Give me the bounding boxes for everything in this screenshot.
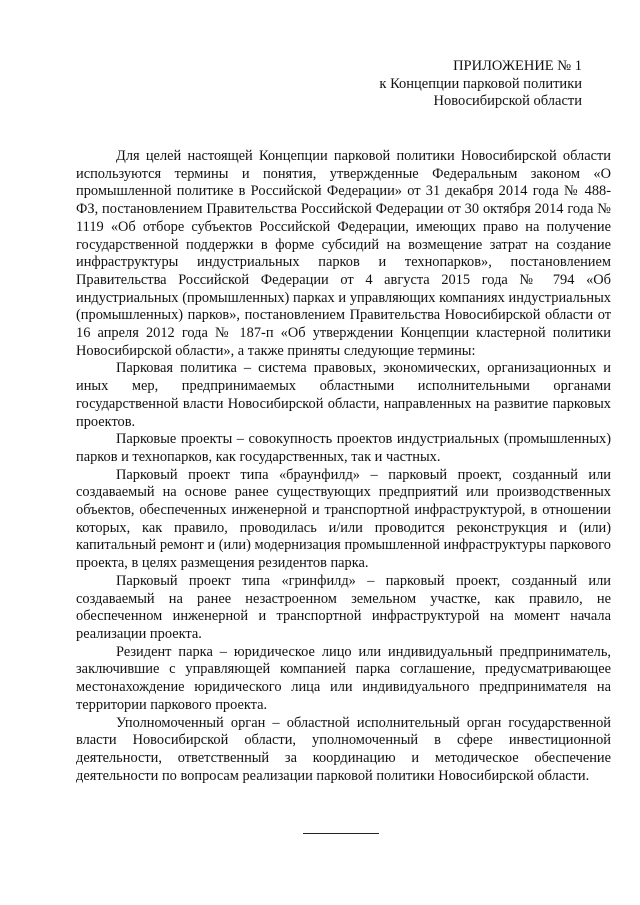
paragraph-authorized-body: Уполномоченный орган – областной исполнительный орган государственной власти Новосибирской области, уполномоченный в сфере инвестиционной деятельности, ответственный за координацию и методическое обеспечение деятельности по вопросам реализации парковой политики Новосибирской области. (76, 714, 611, 784)
paragraph-park-resident: Резидент парка – юридическое лицо или индивидуальный предприниматель, заключившие с управляющей компанией парка соглашение, предусматривающее местонахождение юридического лица или индивидуального предпринимателя на территории паркового проекта. (76, 643, 611, 713)
paragraph-intro: Для целей настоящей Концепции парковой политики Новосибирской области используются термины и понятия, утвержденные Федеральным законом «О промышленной политике в Российской Федерации» от 31 декабря 2014 года № 488-ФЗ, постановлением Правительства Российской Федерации от 30 октября 2014 года № 1119 «Об отборе субъектов Российской Федерации, имеющих право на получение государственной поддержки в форме субсидий на возмещение затрат на создание инфраструктуры индустриальных парков и технопарков», постановлением Правительства Российской Федерации от 4 августа 2015 года № 794 «Об индустриальных (промышленных) парках и управляющих компаниях индустриальных (промышленных) парков», постановлением Правительства Новосибирской области от 16 апреля 2012 года № 187-п «Об утверждении Концепции кластерной политики Новосибирской области», а также приняты следующие термины: (76, 148, 611, 359)
end-divider (303, 833, 379, 834)
appendix-subtitle: к Концепции парковой политики (379, 75, 582, 92)
paragraph-park-projects: Парковые проекты – совокупность проектов индустриальных (промышленных) парков и технопарков, как государственных, так и частных. (76, 431, 611, 465)
document-body (76, 148, 611, 785)
appendix-header (342, 58, 582, 111)
paragraph-park-policy: Парковая политика – система правовых, экономических, организационных и иных мер, предпринимаемых областными исполнительными органами государственной власти Новосибирской области, направленных на развитие парковых проектов. (76, 360, 611, 430)
paragraph-brownfield: Парковый проект типа «браунфилд» – парковый проект, созданный или создаваемый на основе ранее существующих предприятий или производственных объектов, обеспеченных инженерной и транспортной инфраструктурой, в отношении которых, как правило, проводилась и/или проводится реконструкция и (или) капитальный ремонт и (или) модернизация промышленной инфраструктуры паркового проекта, в целях размещения резидентов парка. (76, 466, 611, 572)
appendix-region: Новосибирской области (433, 93, 582, 109)
paragraph-greenfield: Парковый проект типа «гринфилд» – парковый проект, созданный или создаваемый на ранее незастроенном земельном участке, как правило, не обеспеченном инженерной и транспортной инфраструктурой на момент начала реализации проекта. (76, 572, 611, 642)
appendix-title: ПРИЛОЖЕНИЕ № 1 (453, 58, 582, 74)
